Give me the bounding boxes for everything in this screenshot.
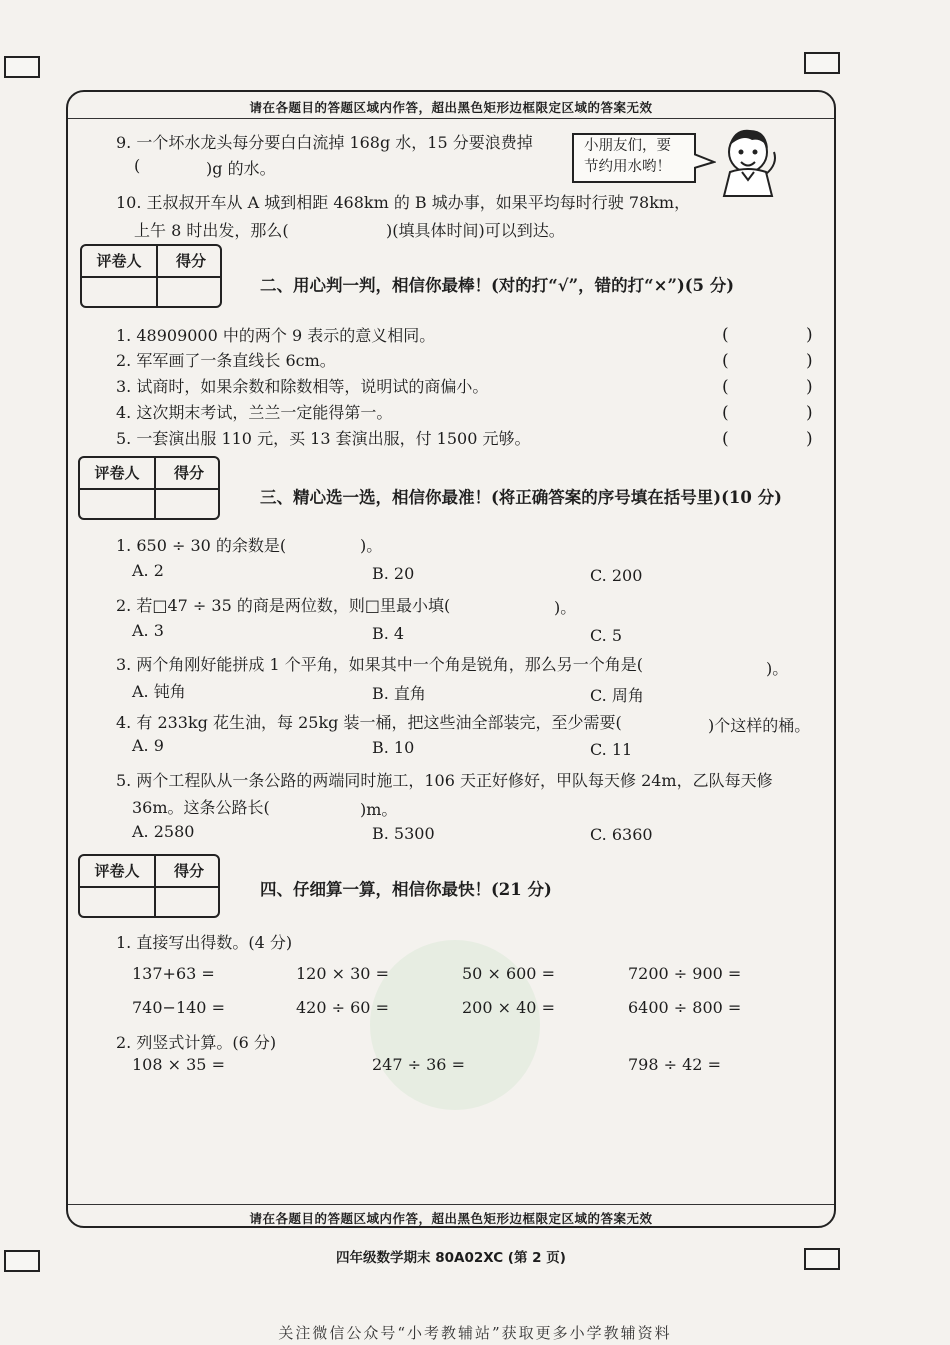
calc-r1-c1: 137+63 = (132, 964, 215, 983)
choice-q5-line-2a: 36m。这条公路长( (132, 798, 270, 817)
judge-answer-open-1[interactable]: ( (722, 325, 729, 345)
choice-q1-option-c: C. 200 (590, 566, 643, 585)
calc-r2-c1: 740−140 = (132, 998, 225, 1017)
calc-r2-c2: 420 ÷ 60 = (296, 998, 389, 1017)
q10-line-1: 10. 王叔叔开车从 A 城到相距 468km 的 B 城办事，如果平均每时行驶 78km， (116, 193, 691, 212)
vcalc-3: 798 ÷ 42 = (628, 1055, 721, 1074)
q10-line-2b: )(填具体时间)可以到达。 (386, 221, 565, 240)
section-2-title: 二、用心判一判，相信你最棒！(对的打“√”，错的打“×”)(5 分) (260, 276, 735, 295)
calc-r1-c4: 7200 ÷ 900 = (628, 964, 742, 983)
judge-answer-close-1: ) (806, 325, 813, 345)
judge-answer-close-3: ) (806, 377, 813, 397)
score-label: 得分 (173, 862, 204, 880)
vertical-calc-title: 2. 列竖式计算。(6 分) (116, 1033, 277, 1052)
judge-answer-open-3[interactable]: ( (722, 377, 729, 397)
judge-answer-open-4[interactable]: ( (722, 403, 729, 423)
choice-q2-option-c: C. 5 (590, 626, 623, 645)
score-box-section-2 (80, 244, 222, 308)
calc-r2-c4: 6400 ÷ 800 = (628, 998, 742, 1017)
bubble-line-1: 小朋友们，要 (584, 138, 671, 154)
judge-answer-close-2: ) (806, 351, 813, 371)
choice-q4-option-a: A. 9 (132, 736, 164, 755)
choice-q1-option-a: A. 2 (132, 561, 164, 580)
vcalc-1: 108 × 35 = (132, 1055, 225, 1074)
choice-q3-option-b: B. 直角 (372, 684, 426, 703)
choice-q4-option-c: C. 11 (590, 740, 633, 759)
choice-q1-stem-a: 1. 650 ÷ 30 的余数是( (116, 536, 287, 555)
judge-answer-open-5[interactable]: ( (722, 429, 729, 449)
judge-item-2: 2. 军军画了一条直线长 6cm。 (116, 351, 336, 370)
registration-mark-top-left (4, 56, 40, 78)
section-3-title: 三、精心选一选，相信你最准！(将正确答案的序号填在括号里)(10 分) (260, 488, 782, 507)
choice-q5-line-1: 5. 两个工程队从一条公路的两端同时施工，106 天正好修好，甲队每天修 24m，乙队每天修 (116, 771, 773, 790)
section-4-title: 四、仔细算一算，相信你最快！(21 分) (260, 880, 552, 899)
calc-r2-c3: 200 × 40 = (462, 998, 555, 1017)
judge-answer-close-4: ) (806, 403, 813, 423)
choice-q2-option-a: A. 3 (132, 621, 164, 640)
speech-bubble (572, 133, 696, 183)
boy-illustration-icon (712, 122, 786, 198)
choice-q5-option-b: B. 5300 (372, 824, 435, 843)
choice-q1-option-b: B. 20 (372, 564, 415, 583)
top-band-divider (68, 118, 834, 119)
choice-q2-option-b: B. 4 (372, 624, 405, 643)
grader-label: 评卷人 (80, 458, 156, 488)
choice-q1-stem-b: )。 (360, 536, 383, 555)
top-band-notice: 请在各题目的答题区域内作答，超出黑色矩形边框限定区域的答案无效 (249, 100, 653, 115)
score-box-section-3 (78, 456, 220, 520)
choice-q4-stem-b: )个这样的桶。 (708, 716, 811, 735)
bottom-band-notice: 请在各题目的答题区域内作答，超出黑色矩形边框限定区域的答案无效 (249, 1211, 653, 1226)
bubble-line-2: 节约用水哟！ (584, 159, 671, 175)
grader-label: 评卷人 (80, 856, 156, 886)
choice-q5-option-c: C. 6360 (590, 825, 653, 844)
calc-r1-c3: 50 × 600 = (462, 964, 555, 983)
choice-q3-stem-a: 3. 两个角刚好能拼成 1 个平角，如果其中一个角是锐角，那么另一个角是( (116, 655, 643, 674)
choice-q4-stem-a: 4. 有 233kg 花生油，每 25kg 装一桶，把这些油全部装完，至少需要( (116, 713, 622, 732)
choice-q3-stem-b: )。 (766, 659, 789, 678)
score-label: 得分 (175, 252, 206, 270)
judge-item-1: 1. 48909000 中的两个 9 表示的意义相同。 (116, 326, 436, 345)
choice-q3-option-c: C. 周角 (590, 686, 644, 705)
q9-blank-open: ( (134, 156, 141, 175)
judge-item-4: 4. 这次期末考试，兰兰一定能得第一。 (116, 403, 393, 422)
choice-q3-option-a: A. 钝角 (132, 682, 186, 701)
judge-answer-close-5: ) (806, 429, 813, 449)
choice-q2-stem-a: 2. 若□47 ÷ 35 的商是两位数，则□里最小填( (116, 596, 451, 615)
direct-calc-title: 1. 直接写出得数。(4 分) (116, 933, 293, 952)
score-label: 得分 (173, 464, 204, 482)
choice-q5-option-a: A. 2580 (132, 822, 195, 841)
vcalc-2: 247 ÷ 36 = (372, 1055, 465, 1074)
choice-q2-stem-b: )。 (554, 598, 577, 617)
bottom-promo-note: 关注微信公众号“小考教辅站”获取更多小学教辅资料 (278, 1324, 672, 1342)
q10-line-2a: 上午 8 时出发，那么( (134, 221, 289, 240)
choice-q5-line-2b: )m。 (360, 800, 398, 819)
judge-item-5: 5. 一套演出服 110 元，买 13 套演出服，付 1500 元够。 (116, 429, 531, 448)
calc-r1-c2: 120 × 30 = (296, 964, 389, 983)
choice-q4-option-b: B. 10 (372, 738, 415, 757)
score-box-section-4 (78, 854, 220, 918)
page-footer-code: 四年级数学期末 80A02XC (第 2 页) (336, 1250, 566, 1266)
q9-blank-close: )g 的水。 (206, 159, 276, 178)
judge-answer-open-2[interactable]: ( (722, 351, 729, 371)
bottom-band-divider (68, 1204, 834, 1205)
registration-mark-top-right (804, 52, 840, 74)
judge-item-3: 3. 试商时，如果余数和除数相等，说明试的商偏小。 (116, 377, 489, 396)
q9-text: 9. 一个坏水龙头每分要白白流掉 168g 水，15 分要浪费掉 (116, 133, 533, 152)
grader-label: 评卷人 (82, 246, 158, 276)
